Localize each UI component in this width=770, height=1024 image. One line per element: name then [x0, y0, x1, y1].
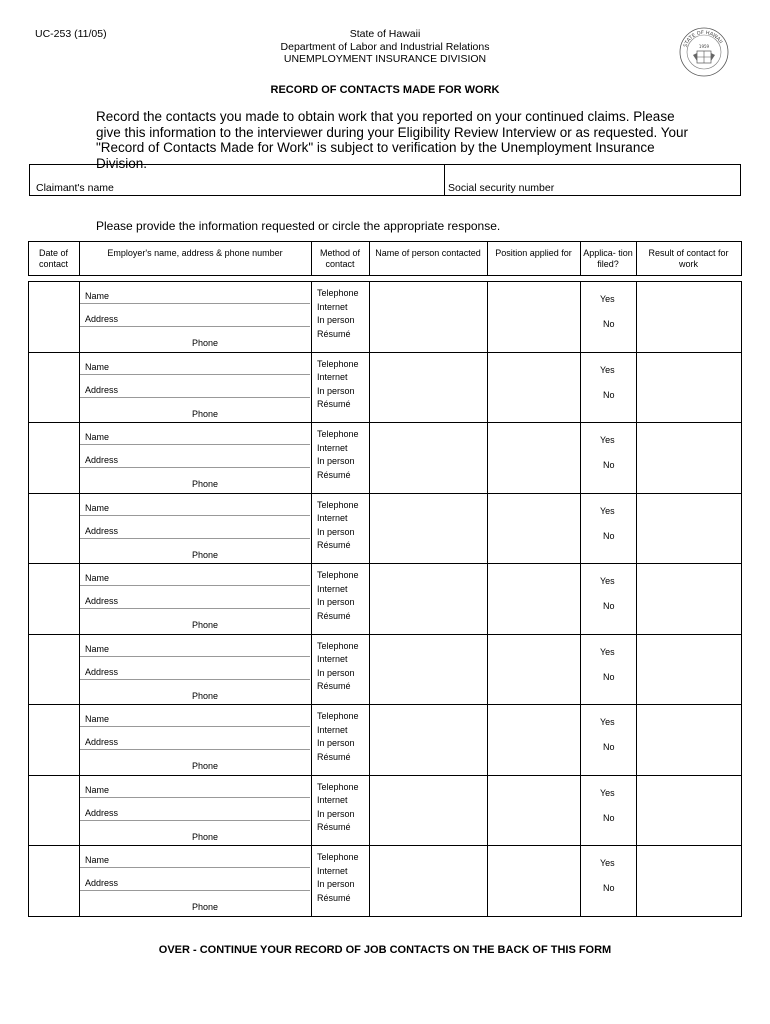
employer-name-label: Name — [85, 714, 110, 724]
contact-method-option[interactable]: Telephone — [317, 711, 359, 721]
contact-method-option[interactable]: Telephone — [317, 852, 359, 862]
employer-name-label: Name — [85, 643, 110, 654]
contact-method-option[interactable]: Telephone — [317, 358, 359, 369]
header-column-rule — [580, 241, 581, 276]
application-no-option[interactable]: No — [603, 601, 615, 611]
contact-method-option[interactable]: Résumé — [317, 751, 351, 762]
employer-address-label: Address — [85, 807, 119, 818]
employer-address-label: Address — [85, 455, 119, 465]
table-column-rule — [741, 281, 742, 916]
date-cell[interactable] — [30, 777, 76, 844]
employer-address-label: Address — [85, 384, 119, 395]
employer-address-line — [80, 679, 310, 680]
contact-method-option[interactable]: Résumé — [317, 399, 351, 409]
employer-name-line — [80, 726, 310, 727]
employer-phone-label: Phone — [192, 620, 219, 630]
result-cell[interactable] — [638, 495, 739, 562]
employer-name-label: Name — [85, 502, 110, 513]
position-applied-cell[interactable] — [489, 424, 578, 491]
position-applied-cell[interactable] — [489, 565, 578, 632]
contact-method-option[interactable]: Telephone — [317, 499, 359, 510]
intro-paragraph: Record the contacts you made to obtain work that you reported on your continued claims. Please give this information to the interviewer during your Eligibility Review Interview or as requested. Your "Record of Contacts Made for Work" is subject to verification by the Unemployment Insurance Division. — [96, 109, 689, 171]
result-cell[interactable] — [638, 424, 739, 491]
person-contacted-cell[interactable] — [371, 283, 485, 350]
contact-method-option[interactable]: In person — [317, 385, 355, 396]
header-column-rule — [487, 241, 488, 276]
table-row-rule — [28, 634, 742, 635]
contact-method-option[interactable]: Internet — [317, 583, 348, 594]
employer-phone-label: Phone — [192, 831, 219, 842]
person-contacted-cell[interactable] — [371, 847, 485, 914]
date-cell[interactable] — [30, 424, 76, 491]
person-contacted-cell[interactable] — [371, 706, 485, 773]
application-no-option[interactable]: No — [603, 389, 615, 400]
column-header: Method of contact — [319, 248, 361, 269]
employer-phone-label: Phone — [192, 338, 219, 348]
table-row-rule — [28, 563, 742, 564]
employer-name-line — [80, 444, 310, 445]
employer-address-label: Address — [85, 525, 119, 536]
position-applied-cell[interactable] — [489, 283, 578, 350]
header-column-rule — [311, 241, 312, 276]
application-yes-option[interactable]: Yes — [600, 364, 615, 375]
table-column-rule — [580, 281, 581, 916]
instruction-text: Please provide the information requested or circle the appropriate response. — [96, 219, 501, 233]
employer-name-line — [80, 374, 310, 375]
table-column-rule — [636, 281, 637, 916]
position-applied-cell[interactable] — [489, 636, 578, 703]
position-applied-cell[interactable] — [489, 354, 578, 421]
table-row-rule — [28, 916, 742, 917]
result-cell[interactable] — [638, 565, 739, 632]
employer-phone-label: Phone — [192, 902, 219, 912]
employer-name-line — [80, 515, 310, 516]
seal-text: STATE OF HAWAII — [682, 29, 724, 49]
contact-method-option[interactable]: In person — [317, 808, 355, 819]
person-contacted-cell[interactable] — [371, 565, 485, 632]
footer-note: OVER - CONTINUE YOUR RECORD OF JOB CONTACTS ON THE BACK OF THIS FORM — [158, 944, 612, 956]
application-no-option[interactable]: No — [603, 671, 615, 682]
table-column-rule — [369, 281, 370, 916]
date-cell[interactable] — [30, 565, 76, 632]
application-no-option[interactable]: No — [603, 460, 615, 470]
position-applied-cell[interactable] — [489, 706, 578, 773]
table-row-rule — [28, 281, 742, 282]
contact-method-option[interactable]: Telephone — [317, 288, 359, 298]
header-column-rule — [636, 241, 637, 276]
result-cell[interactable] — [638, 636, 739, 703]
contact-method-option[interactable]: Telephone — [317, 429, 359, 439]
contact-method-option[interactable]: In person — [317, 315, 355, 325]
person-contacted-cell[interactable] — [371, 777, 485, 844]
person-contacted-cell[interactable] — [371, 495, 485, 562]
employer-name-label: Name — [85, 361, 110, 372]
contact-method-option[interactable]: In person — [317, 526, 355, 537]
employer-address-label: Address — [85, 878, 119, 888]
contact-method-option[interactable]: Résumé — [317, 822, 351, 832]
table-column-rule — [28, 281, 29, 916]
person-contacted-cell[interactable] — [371, 354, 485, 421]
contact-method-option[interactable]: Résumé — [317, 469, 351, 480]
application-no-option[interactable]: No — [603, 742, 615, 752]
application-yes-option[interactable]: Yes — [600, 294, 615, 304]
result-cell[interactable] — [638, 777, 739, 844]
date-cell[interactable] — [30, 636, 76, 703]
contact-method-option[interactable]: Résumé — [317, 681, 351, 691]
employer-name-label: Name — [85, 784, 110, 795]
date-cell[interactable] — [30, 847, 76, 914]
employer-name-line — [80, 585, 310, 586]
date-cell[interactable] — [30, 495, 76, 562]
employer-phone-label: Phone — [192, 549, 219, 560]
result-cell[interactable] — [638, 354, 739, 421]
agency-division: UNEMPLOYMENT INSURANCE DIVISION — [283, 53, 487, 65]
contact-method-option[interactable]: Telephone — [317, 781, 359, 792]
application-yes-option[interactable]: Yes — [600, 505, 615, 516]
contact-method-option[interactable]: Résumé — [317, 892, 351, 903]
position-applied-cell[interactable] — [489, 495, 578, 562]
seal-year: 1959 — [698, 44, 710, 49]
employer-address-line — [80, 608, 310, 609]
employer-name-label: Name — [85, 573, 110, 583]
form-code: UC-253 (11/05) — [35, 28, 107, 40]
employer-address-line — [80, 397, 310, 398]
application-no-option[interactable]: No — [603, 530, 615, 541]
application-yes-option[interactable]: Yes — [600, 787, 615, 798]
contact-method-option[interactable]: Telephone — [317, 640, 359, 651]
employer-phone-label: Phone — [192, 479, 219, 489]
application-yes-option[interactable]: Yes — [600, 858, 615, 868]
column-header: Position applied for — [495, 248, 572, 258]
position-applied-cell[interactable] — [489, 847, 578, 914]
employer-address-label: Address — [85, 596, 119, 606]
contact-method-option[interactable]: Internet — [317, 442, 348, 453]
ssn-field[interactable]: Social security number — [448, 182, 555, 194]
result-cell[interactable] — [638, 706, 739, 773]
result-cell[interactable] — [638, 283, 739, 350]
header-bottom-rule — [28, 275, 741, 276]
employer-address-label: Address — [85, 737, 119, 747]
employer-address-line — [80, 820, 310, 821]
column-header: Date of contact — [38, 248, 69, 269]
header-column-rule — [741, 241, 742, 276]
page-title: RECORD OF CONTACTS MADE FOR WORK — [270, 84, 500, 96]
employer-address-line — [80, 890, 310, 891]
contact-method-option[interactable]: Résumé — [317, 328, 351, 339]
employer-name-label: Name — [85, 432, 110, 442]
application-no-option[interactable]: No — [603, 883, 615, 893]
header-column-rule — [79, 241, 80, 276]
claimant-box — [29, 164, 741, 196]
table-row-rule — [28, 704, 742, 705]
table-column-rule — [311, 281, 312, 916]
application-yes-option[interactable]: Yes — [600, 646, 615, 657]
position-applied-cell[interactable] — [489, 777, 578, 844]
column-header: Name of person contacted — [375, 248, 481, 258]
agency-state: State of Hawaii — [349, 28, 421, 40]
date-cell[interactable] — [30, 706, 76, 773]
employer-address-line — [80, 467, 310, 468]
person-contacted-cell[interactable] — [371, 424, 485, 491]
application-yes-option[interactable]: Yes — [600, 576, 615, 586]
claimant-divider — [444, 164, 445, 196]
agency-header — [250, 28, 520, 66]
employer-address-label: Address — [85, 666, 119, 677]
contact-method-option[interactable]: In person — [317, 667, 355, 678]
contact-method-option[interactable]: Résumé — [317, 610, 351, 621]
date-cell[interactable] — [30, 354, 76, 421]
employer-name-line — [80, 867, 310, 868]
employer-address-line — [80, 538, 310, 539]
header-column-rule — [369, 241, 370, 276]
employer-phone-label: Phone — [192, 690, 219, 701]
person-contacted-cell[interactable] — [371, 636, 485, 703]
contact-method-option[interactable]: Internet — [317, 301, 348, 312]
contact-method-option[interactable]: In person — [317, 456, 355, 466]
contact-method-option[interactable]: In person — [317, 879, 355, 889]
header-column-rule — [28, 241, 29, 276]
employer-phone-label: Phone — [192, 408, 219, 419]
table-row-rule — [28, 352, 742, 353]
column-header: Applica- tion filed? — [583, 248, 633, 269]
application-no-option[interactable]: No — [603, 319, 615, 329]
employer-name-line — [80, 303, 310, 304]
contact-method-option[interactable]: Internet — [317, 724, 348, 735]
table-row-rule — [28, 845, 742, 846]
table-column-rule — [487, 281, 488, 916]
contact-method-option[interactable]: Telephone — [317, 570, 359, 580]
contact-method-option[interactable]: Internet — [317, 795, 348, 805]
table-row-rule — [28, 775, 742, 776]
employer-address-line — [80, 326, 310, 327]
application-no-option[interactable]: No — [603, 812, 615, 823]
claimant-name-field[interactable]: Claimant's name — [36, 182, 114, 194]
contact-method-option[interactable]: Internet — [317, 513, 348, 523]
employer-name-line — [80, 656, 310, 657]
employer-name-label: Name — [85, 855, 110, 865]
employer-address-line — [80, 749, 310, 750]
contact-method-option[interactable]: Internet — [317, 865, 348, 876]
date-cell[interactable] — [30, 283, 76, 350]
employer-address-label: Address — [85, 314, 119, 324]
column-header: Result of contact for work — [648, 248, 729, 269]
result-cell[interactable] — [638, 847, 739, 914]
contact-method-option[interactable]: Internet — [317, 372, 348, 382]
agency-department: Department of Labor and Industrial Relations — [280, 40, 490, 53]
table-row-rule — [28, 422, 742, 423]
contact-method-option[interactable]: Internet — [317, 654, 348, 664]
application-yes-option[interactable]: Yes — [600, 435, 615, 445]
employer-phone-label: Phone — [192, 761, 219, 771]
contact-method-option[interactable]: Résumé — [317, 540, 351, 550]
application-yes-option[interactable]: Yes — [600, 717, 615, 727]
state-seal-icon — [679, 27, 729, 77]
contact-method-option[interactable]: In person — [317, 738, 355, 748]
employer-name-line — [80, 797, 310, 798]
employer-name-label: Name — [85, 291, 110, 301]
contact-method-option[interactable]: In person — [317, 597, 355, 607]
header-top-rule — [28, 241, 741, 242]
column-header: Employer's name, address & phone number — [107, 248, 283, 258]
table-row-rule — [28, 493, 742, 494]
